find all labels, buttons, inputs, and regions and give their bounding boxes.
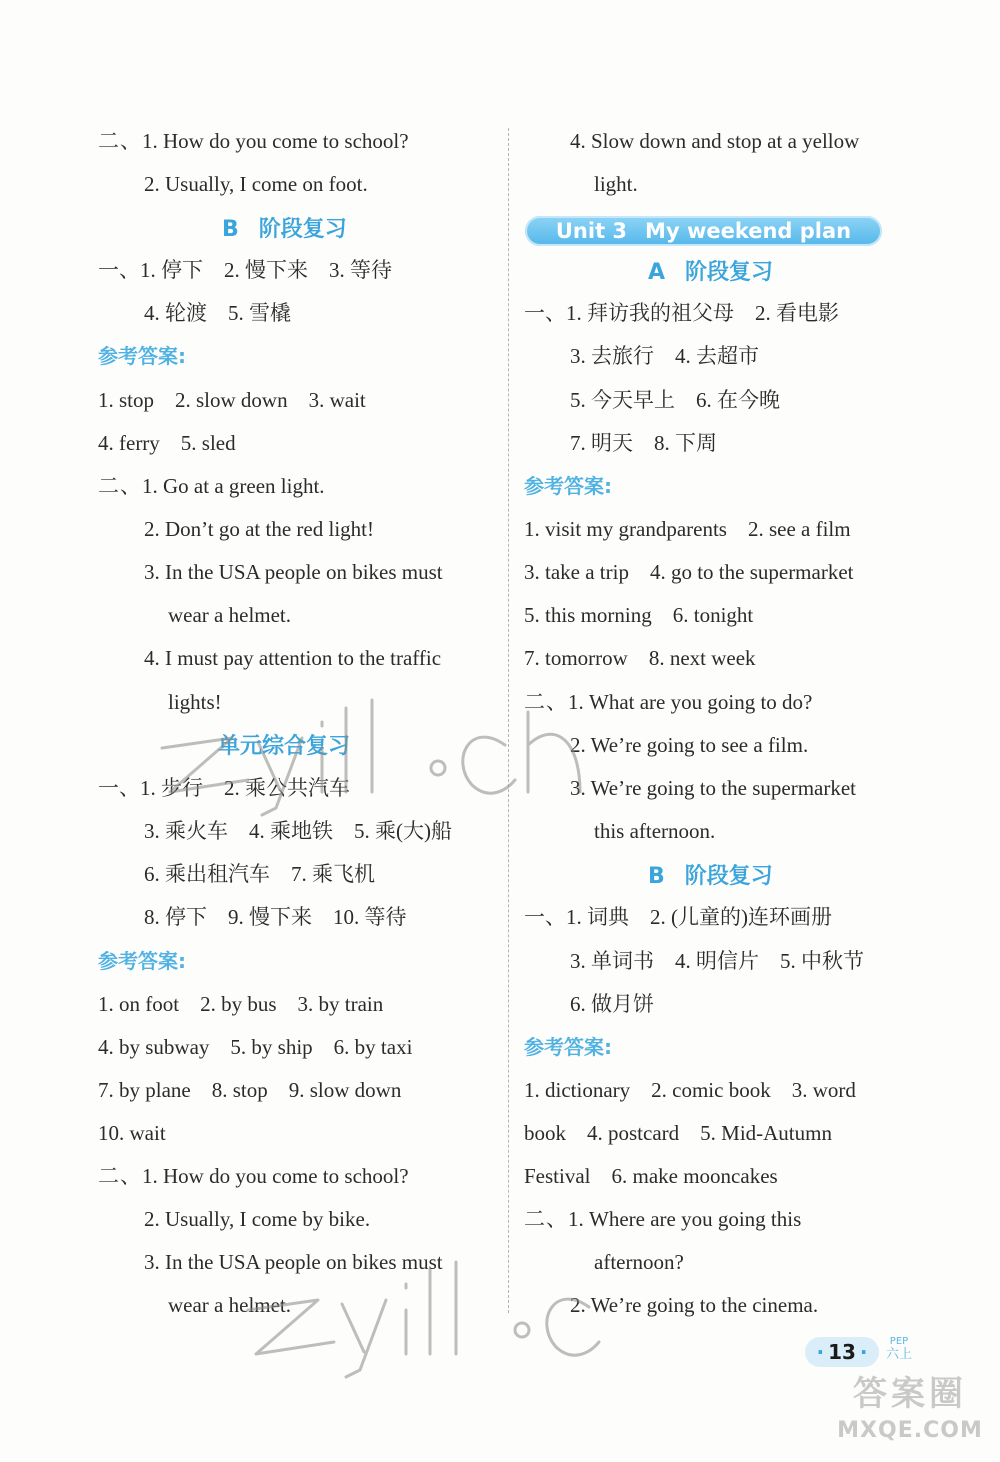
text-line: 5. 今天早上 6. 在今晚: [570, 388, 780, 412]
answer-label: 参考答案:: [524, 1035, 612, 1059]
text-line: 一、1. 步行 2. 乘公共汽车: [98, 776, 350, 800]
site-watermark: 答案圈 MXQE.COM: [837, 1374, 983, 1443]
page-number-badge: · 13 ·: [805, 1337, 879, 1367]
section-title-b: B 阶段复习: [648, 864, 773, 889]
text-line: wear a helmet.: [168, 1293, 292, 1317]
answer-label: 参考答案:: [524, 474, 612, 498]
text-line: 3. 去旅行 4. 去超市: [570, 344, 759, 368]
text-line: lights!: [168, 690, 222, 714]
text-line: 2. Don’t go at the red light!: [144, 517, 374, 541]
text-line: 一、1. 停下 2. 慢下来 3. 等待: [98, 258, 392, 282]
text-line: 一、1. 拜访我的祖父母 2. 看电影: [524, 301, 839, 325]
text-line: 2. Usually, I come by bike.: [144, 1207, 371, 1231]
text-line: 7. tomorrow 8. next week: [524, 646, 756, 670]
section-marker: 二、: [98, 474, 142, 498]
text-line: Festival 6. make mooncakes: [524, 1164, 778, 1188]
text-line: 2. Usually, I come on foot.: [144, 172, 368, 196]
text-line: 3. In the USA people on bikes must: [144, 1250, 443, 1274]
text-line: this afternoon.: [594, 819, 716, 843]
text-line: 4. I must pay attention to the traffic: [144, 646, 442, 670]
edition-mark: PEP 六上: [885, 1336, 912, 1362]
section-title-b: B 阶段复习: [222, 217, 347, 242]
text-line: 4. by subway 5. by ship 6. by taxi: [98, 1035, 413, 1059]
text-line: 二、1. What are you going to do?: [524, 690, 813, 714]
section-marker: 二、: [524, 1207, 568, 1231]
text-line: 2. We’re going to see a film.: [570, 733, 809, 757]
text-line: 10. wait: [98, 1121, 166, 1145]
text-line: 4. 轮渡 5. 雪橇: [144, 301, 291, 325]
text-line: wear a helmet.: [168, 603, 292, 627]
text-line: 二、1. Where are you going this: [524, 1207, 802, 1231]
text-line: 8. 停下 9. 慢下来 10. 等待: [144, 905, 407, 929]
column-divider: [508, 128, 509, 1313]
page-number: 13: [828, 1340, 856, 1364]
section-title-a: A 阶段复习: [648, 260, 774, 285]
text-line: 3. In the USA people on bikes must: [144, 560, 443, 584]
text-line: 7. by plane 8. stop 9. slow down: [98, 1078, 402, 1102]
text-line: 4. ferry 5. sled: [98, 431, 236, 455]
text-line: 1. dictionary 2. comic book 3. word: [524, 1078, 856, 1102]
text-line: 5. this morning 6. tonight: [524, 603, 754, 627]
section-marker: 二、: [524, 690, 568, 714]
section-marker: 二、: [98, 1164, 142, 1188]
text-line: 6. 做月饼: [570, 992, 654, 1016]
section-marker: 二、: [98, 129, 142, 153]
text-line: 1. visit my grandparents 2. see a film: [524, 517, 851, 541]
text-line: 二、1. Go at a green light.: [98, 474, 325, 498]
text-line: 1. on foot 2. by bus 3. by train: [98, 992, 384, 1016]
text-line: 3. take a trip 4. go to the supermarket: [524, 560, 854, 584]
text-line: 一、1. 词典 2. (儿童的)连环画册: [524, 905, 832, 929]
text-line: 1. stop 2. slow down 3. wait: [98, 388, 366, 412]
text-line: 二、1. How do you come to school?: [98, 129, 409, 153]
answer-label: 参考答案:: [98, 949, 186, 973]
answer-label: 参考答案:: [98, 344, 186, 368]
section-title-unit-review: 单元综合复习: [218, 734, 351, 759]
text-line: book 4. postcard 5. Mid-Autumn: [524, 1121, 832, 1145]
text-line: light.: [594, 172, 638, 196]
text-line: afternoon?: [594, 1250, 684, 1274]
text-line: 7. 明天 8. 下周: [570, 431, 717, 455]
text-line: 3. 单词书 4. 明信片 5. 中秋节: [570, 949, 864, 973]
text-line: 6. 乘出租汽车 7. 乘飞机: [144, 862, 375, 886]
unit-banner: Unit 3 My weekend plan: [525, 216, 882, 246]
text-line: 3. We’re going to the supermarket: [570, 776, 857, 800]
text-line: 2. We’re going to the cinema.: [570, 1293, 819, 1317]
text-line: 4. Slow down and stop at a yellow: [570, 129, 860, 153]
text-line: 二、1. How do you come to school?: [98, 1164, 409, 1188]
text-line: 3. 乘火车 4. 乘地铁 5. 乘(大)船: [144, 819, 452, 843]
